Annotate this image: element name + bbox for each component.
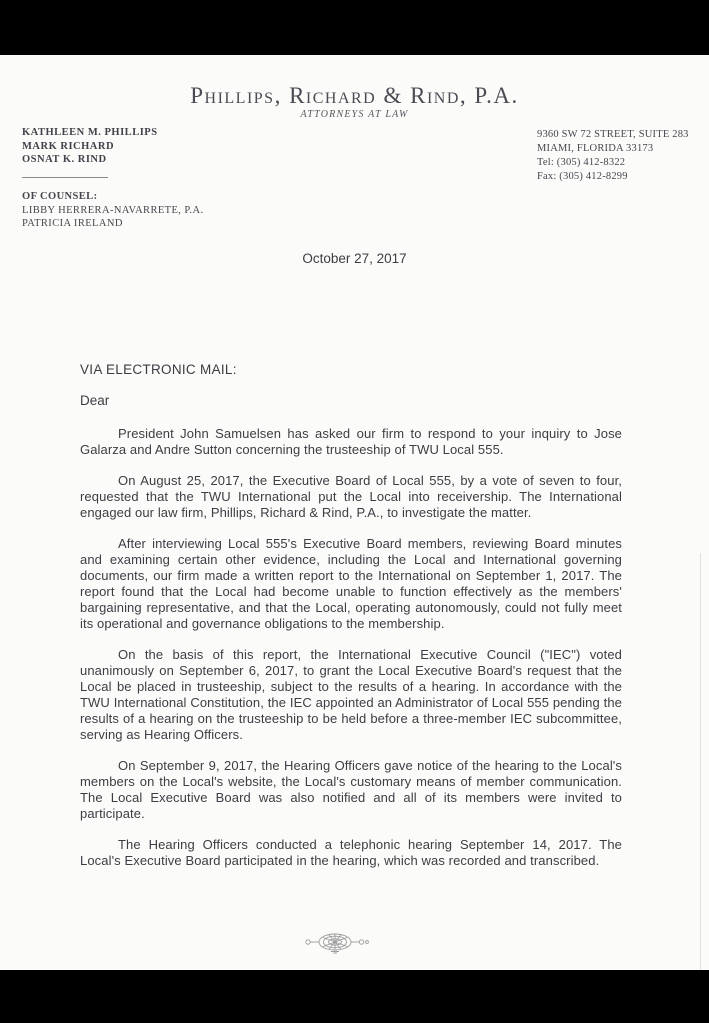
delivery-method-line: VIA ELECTRONIC MAIL: — [80, 362, 237, 377]
paragraph: President John Samuelsen has asked our firm to respond to your inquiry to Jose Galarza and Andre Sutton concerning the trusteeship of TWU Local 555. — [80, 426, 622, 457]
attorney-name: KATHLEEN M. PHILLIPS — [22, 127, 158, 138]
paragraph: After interviewing Local 555's Executive Board members, reviewing Board minutes and examining certain other evidence, including the Local and International governing documents, our firm made a written report to the International on September 1, 2017. The report found that the Local had become unable to function effectively as the members' bargaining representative, and that the Local, operating autonomously, could not fully meet its operational and governance obligations to the membership. — [80, 536, 622, 631]
address-line: 9360 SW 72 STREET, SUITE 283 — [537, 129, 689, 140]
letter-body — [80, 426, 622, 884]
attorney-name: MARK RICHARD — [22, 140, 115, 152]
letterbox-bar-bottom — [0, 970, 709, 1023]
address-line: Tel: (305) 412-8322 — [537, 157, 626, 168]
letterhead-divider — [22, 177, 108, 178]
paragraph: On September 9, 2017, the Hearing Officers gave notice of the hearing to the Local's members on the Local's website, the Local's customary means of member communication. The Local Executive Board was also notified and all of its members were invited to participate. — [80, 758, 622, 821]
ornament-flourish-icon — [302, 931, 378, 955]
address-line: Fax: (305) 412-8299 — [537, 171, 628, 182]
attorney-name: OSNAT K. RIND — [22, 154, 107, 165]
attorney-list — [22, 126, 158, 167]
letter-date: October 27, 2017 — [302, 251, 407, 266]
of-counsel-name: LIBBY HERRERA-NAVARRETE, P.A. — [22, 204, 204, 216]
letter-page — [0, 55, 709, 970]
firm-address-block — [537, 128, 689, 184]
of-counsel-name: PATRICIA IRELAND — [22, 218, 123, 229]
firm-name: Phillips, Richard & Rind, P.A. — [190, 83, 519, 108]
letterbox-bar-top — [0, 0, 709, 55]
firm-tagline: ATTORNEYS AT LAW — [300, 109, 409, 120]
of-counsel-label: OF COUNSEL: — [22, 191, 98, 202]
of-counsel-block — [22, 190, 203, 231]
paragraph: On August 25, 2017, the Executive Board of Local 555, by a vote of seven to four, requested that the TWU International put the Local into receivership. The International engaged our law firm, Phillips, Richard & Rind, P.A., to investigate the matter. — [80, 473, 622, 520]
paragraph: The Hearing Officers conducted a telephonic hearing September 14, 2017. The Local's Executive Board participated in the hearing, which was recorded and transcribed. — [80, 837, 622, 868]
salutation: Dear — [80, 393, 110, 408]
address-line: MIAMI, FLORIDA 33173 — [537, 143, 654, 154]
paragraph: On the basis of this report, the International Executive Council ("IEC") voted unanimously on September 6, 2017, to grant the Local Executive Board's request that the Local be placed in trusteeship, subject to the results of a hearing. In accordance with the TWU International Constitution, the IEC appointed an Administrator of Local 555 pending the results of a hearing on the trusteeship to be held before a three-member IEC subcommittee, serving as Hearing Officers. — [80, 647, 622, 742]
scan-artifact-line — [700, 553, 701, 970]
